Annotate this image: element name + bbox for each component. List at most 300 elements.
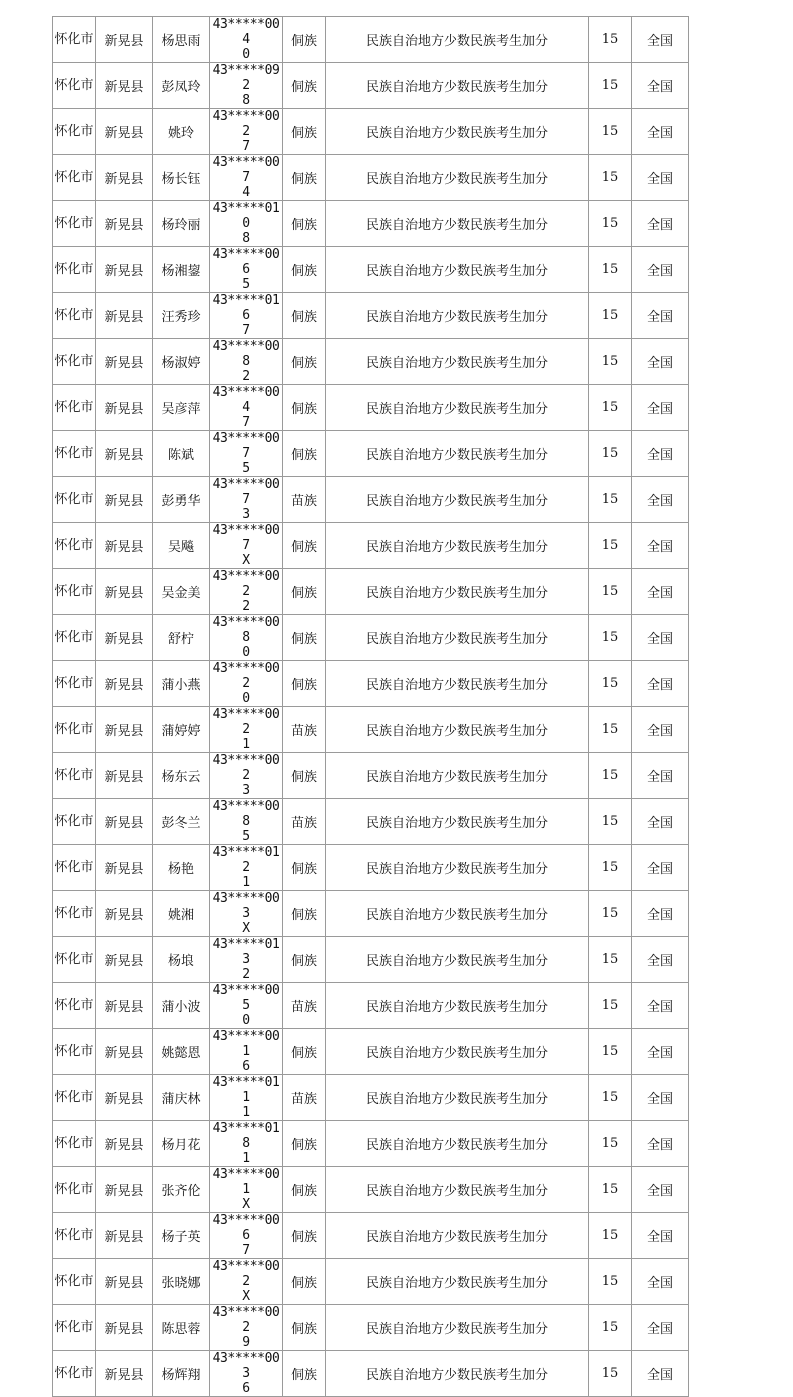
id-number-line1: 43*****001 xyxy=(212,1029,280,1059)
city-cell xyxy=(53,477,96,523)
id-number-cell xyxy=(210,845,283,891)
id-number-line1: 43*****006 xyxy=(212,1213,280,1243)
ethnicity-cell: 侗族 xyxy=(283,1121,326,1167)
city-text: 怀化市 xyxy=(54,1319,94,1335)
id-number-line2: X xyxy=(242,1289,250,1304)
bonus-scope-cell: 全国 xyxy=(632,1259,689,1305)
id-number-line1: 43*****018 xyxy=(212,1121,280,1151)
city-cell xyxy=(53,109,96,155)
city-cell xyxy=(53,1305,96,1351)
city-text: 怀化市 xyxy=(54,1365,94,1381)
id-number-line1: 43*****016 xyxy=(212,293,280,323)
id-number-line1: 43*****012 xyxy=(212,845,280,875)
id-number-line2: 7 xyxy=(242,323,250,338)
id-number-line1: 43*****002 xyxy=(212,109,280,139)
ethnicity-cell: 侗族 xyxy=(283,937,326,983)
bonus-score-cell: 15 xyxy=(589,799,632,845)
ethnicity-cell: 苗族 xyxy=(283,707,326,753)
bonus-reason-cell: 民族自治地方少数民族考生加分 xyxy=(326,891,589,937)
table-row xyxy=(53,891,689,937)
id-number-cell xyxy=(210,17,283,63)
ethnicity-cell: 侗族 xyxy=(283,569,326,615)
county-cell: 新晃县 xyxy=(96,1029,153,1075)
bonus-reason-cell: 民族自治地方少数民族考生加分 xyxy=(326,799,589,845)
table-row xyxy=(53,1305,689,1351)
name-cell: 姚湘 xyxy=(153,891,210,937)
bonus-reason-cell: 民族自治地方少数民族考生加分 xyxy=(326,385,589,431)
city-cell xyxy=(53,1121,96,1167)
id-number-cell xyxy=(210,707,283,753)
table-body xyxy=(53,17,689,1397)
id-number-line2: 8 xyxy=(242,93,250,108)
id-number-line2: 8 xyxy=(242,231,250,246)
bonus-score-cell: 15 xyxy=(589,385,632,431)
bonus-scope-cell: 全国 xyxy=(632,293,689,339)
city-cell xyxy=(53,615,96,661)
id-number-line2: 1 xyxy=(242,1151,250,1166)
id-number-line2: 0 xyxy=(242,645,250,660)
bonus-score-cell: 15 xyxy=(589,983,632,1029)
name-cell: 杨玲丽 xyxy=(153,201,210,247)
bonus-score-cell: 15 xyxy=(589,17,632,63)
table-row xyxy=(53,661,689,707)
id-number-line1: 43*****010 xyxy=(212,201,280,231)
name-cell: 彭冬兰 xyxy=(153,799,210,845)
table-row xyxy=(53,477,689,523)
id-number-line1: 43*****002 xyxy=(212,1259,280,1289)
name-cell: 杨月花 xyxy=(153,1121,210,1167)
id-number-cell xyxy=(210,891,283,937)
name-cell: 杨思雨 xyxy=(153,17,210,63)
bonus-reason-cell: 民族自治地方少数民族考生加分 xyxy=(326,1075,589,1121)
table-row xyxy=(53,1075,689,1121)
county-cell: 新晃县 xyxy=(96,1259,153,1305)
table-row xyxy=(53,569,689,615)
bonus-scope-cell: 全国 xyxy=(632,339,689,385)
bonus-scope-cell: 全国 xyxy=(632,1167,689,1213)
city-text: 怀化市 xyxy=(54,583,94,599)
bonus-scope-cell: 全国 xyxy=(632,63,689,109)
id-number-line1: 43*****006 xyxy=(212,247,280,277)
id-number-cell xyxy=(210,431,283,477)
county-cell: 新晃县 xyxy=(96,201,153,247)
id-number-line1: 43*****002 xyxy=(212,753,280,783)
id-number-cell xyxy=(210,615,283,661)
city-cell xyxy=(53,155,96,201)
bonus-reason-cell: 民族自治地方少数民族考生加分 xyxy=(326,615,589,661)
city-cell xyxy=(53,247,96,293)
city-cell xyxy=(53,1259,96,1305)
id-number-cell xyxy=(210,1075,283,1121)
ethnicity-cell: 苗族 xyxy=(283,983,326,1029)
table-row xyxy=(53,1259,689,1305)
bonus-reason-cell: 民族自治地方少数民族考生加分 xyxy=(326,247,589,293)
bonus-reason-cell: 民族自治地方少数民族考生加分 xyxy=(326,1259,589,1305)
table-row xyxy=(53,63,689,109)
ethnicity-cell: 侗族 xyxy=(283,891,326,937)
id-number-line1: 43*****004 xyxy=(212,385,280,415)
table-row xyxy=(53,1213,689,1259)
bonus-scope-cell: 全国 xyxy=(632,707,689,753)
id-number-line1: 43*****007 xyxy=(212,523,280,553)
bonus-score-cell: 15 xyxy=(589,845,632,891)
id-number-line2: 2 xyxy=(242,369,250,384)
name-cell: 杨长钰 xyxy=(153,155,210,201)
bonus-score-cell: 15 xyxy=(589,753,632,799)
bonus-scope-cell: 全国 xyxy=(632,1213,689,1259)
city-text: 怀化市 xyxy=(54,951,94,967)
bonus-scope-cell: 全国 xyxy=(632,155,689,201)
city-text: 怀化市 xyxy=(54,491,94,507)
city-cell xyxy=(53,799,96,845)
county-cell: 新晃县 xyxy=(96,109,153,155)
id-number-line1: 43*****013 xyxy=(212,937,280,967)
city-text: 怀化市 xyxy=(54,1273,94,1289)
bonus-score-cell: 15 xyxy=(589,1213,632,1259)
table-row xyxy=(53,247,689,293)
id-number-line2: 7 xyxy=(242,415,250,430)
city-cell xyxy=(53,339,96,385)
id-number-line1: 43*****007 xyxy=(212,431,280,461)
county-cell: 新晃县 xyxy=(96,17,153,63)
bonus-score-cell: 15 xyxy=(589,1305,632,1351)
id-number-line1: 43*****008 xyxy=(212,799,280,829)
name-cell: 杨东云 xyxy=(153,753,210,799)
id-number-cell xyxy=(210,385,283,431)
bonus-score-cell: 15 xyxy=(589,1075,632,1121)
bonus-reason-cell: 民族自治地方少数民族考生加分 xyxy=(326,569,589,615)
city-cell xyxy=(53,753,96,799)
city-cell xyxy=(53,569,96,615)
city-cell xyxy=(53,845,96,891)
city-cell xyxy=(53,707,96,753)
ethnicity-cell: 侗族 xyxy=(283,247,326,293)
bonus-reason-cell: 民族自治地方少数民族考生加分 xyxy=(326,1167,589,1213)
table-row xyxy=(53,983,689,1029)
id-number-line1: 43*****008 xyxy=(212,615,280,645)
table-row xyxy=(53,201,689,247)
bonus-reason-cell: 民族自治地方少数民族考生加分 xyxy=(326,1305,589,1351)
name-cell: 蒲婷婷 xyxy=(153,707,210,753)
id-number-cell xyxy=(210,753,283,799)
bonus-score-cell: 15 xyxy=(589,523,632,569)
city-text: 怀化市 xyxy=(54,767,94,783)
ethnicity-cell: 侗族 xyxy=(283,1167,326,1213)
ethnicity-cell: 侗族 xyxy=(283,615,326,661)
city-text: 怀化市 xyxy=(54,1181,94,1197)
city-cell xyxy=(53,1213,96,1259)
id-number-line1: 43*****002 xyxy=(212,707,280,737)
ethnicity-cell: 侗族 xyxy=(283,339,326,385)
city-text: 怀化市 xyxy=(54,721,94,737)
county-cell: 新晃县 xyxy=(96,477,153,523)
id-number-line1: 43*****007 xyxy=(212,477,280,507)
bonus-score-cell: 15 xyxy=(589,109,632,155)
name-cell: 彭凤玲 xyxy=(153,63,210,109)
city-text: 怀化市 xyxy=(54,905,94,921)
bonus-scope-cell: 全国 xyxy=(632,385,689,431)
city-text: 怀化市 xyxy=(54,307,94,323)
id-number-line2: X xyxy=(242,1197,250,1212)
bonus-scope-cell: 全国 xyxy=(632,1029,689,1075)
bonus-scope-cell: 全国 xyxy=(632,17,689,63)
bonus-score-cell: 15 xyxy=(589,247,632,293)
id-number-line2: 0 xyxy=(242,691,250,706)
bonus-reason-cell: 民族自治地方少数民族考生加分 xyxy=(326,155,589,201)
id-number-cell xyxy=(210,155,283,201)
id-number-line2: 2 xyxy=(242,599,250,614)
county-cell: 新晃县 xyxy=(96,937,153,983)
id-number-cell xyxy=(210,1213,283,1259)
bonus-scope-cell: 全国 xyxy=(632,661,689,707)
city-text: 怀化市 xyxy=(54,629,94,645)
table-row xyxy=(53,1029,689,1075)
id-number-line1: 43*****002 xyxy=(212,661,280,691)
name-cell: 张晓娜 xyxy=(153,1259,210,1305)
city-text: 怀化市 xyxy=(54,353,94,369)
table-row xyxy=(53,615,689,661)
city-text: 怀化市 xyxy=(54,675,94,691)
city-text: 怀化市 xyxy=(54,215,94,231)
city-cell xyxy=(53,293,96,339)
name-cell: 汪秀珍 xyxy=(153,293,210,339)
id-number-line2: 1 xyxy=(242,737,250,752)
id-number-line2: 1 xyxy=(242,1105,250,1120)
id-number-line1: 43*****002 xyxy=(212,1305,280,1335)
city-cell xyxy=(53,1029,96,1075)
name-cell: 吴彦萍 xyxy=(153,385,210,431)
county-cell: 新晃县 xyxy=(96,339,153,385)
bonus-reason-cell: 民族自治地方少数民族考生加分 xyxy=(326,201,589,247)
id-number-cell xyxy=(210,1121,283,1167)
ethnicity-cell: 苗族 xyxy=(283,1075,326,1121)
county-cell: 新晃县 xyxy=(96,1167,153,1213)
bonus-scope-cell: 全国 xyxy=(632,201,689,247)
bonus-score-cell: 15 xyxy=(589,1167,632,1213)
table-row xyxy=(53,1351,689,1397)
id-number-line2: 3 xyxy=(242,507,250,522)
name-cell: 蒲庆林 xyxy=(153,1075,210,1121)
id-number-line2: 5 xyxy=(242,461,250,476)
name-cell: 彭勇华 xyxy=(153,477,210,523)
table-row xyxy=(53,753,689,799)
id-number-line1: 43*****092 xyxy=(212,63,280,93)
ethnicity-cell: 侗族 xyxy=(283,63,326,109)
ethnicity-cell: 侗族 xyxy=(283,1305,326,1351)
id-number-line1: 43*****002 xyxy=(212,569,280,599)
name-cell: 舒柠 xyxy=(153,615,210,661)
city-text: 怀化市 xyxy=(54,1089,94,1105)
county-cell: 新晃县 xyxy=(96,1351,153,1397)
id-number-line2: 7 xyxy=(242,139,250,154)
ethnicity-cell: 侗族 xyxy=(283,293,326,339)
bonus-score-cell: 15 xyxy=(589,293,632,339)
bonus-scope-cell: 全国 xyxy=(632,109,689,155)
ethnicity-cell: 侗族 xyxy=(283,845,326,891)
id-number-cell xyxy=(210,109,283,155)
id-number-line1: 43*****007 xyxy=(212,155,280,185)
bonus-score-cell: 15 xyxy=(589,707,632,753)
city-cell xyxy=(53,523,96,569)
bonus-scope-cell: 全国 xyxy=(632,799,689,845)
bonus-scope-cell: 全国 xyxy=(632,891,689,937)
table-row xyxy=(53,799,689,845)
name-cell: 蒲小燕 xyxy=(153,661,210,707)
table-row xyxy=(53,385,689,431)
county-cell: 新晃县 xyxy=(96,799,153,845)
id-number-cell xyxy=(210,523,283,569)
bonus-reason-cell: 民族自治地方少数民族考生加分 xyxy=(326,753,589,799)
city-cell xyxy=(53,983,96,1029)
city-cell xyxy=(53,1075,96,1121)
bonus-reason-cell: 民族自治地方少数民族考生加分 xyxy=(326,845,589,891)
bonus-reason-cell: 民族自治地方少数民族考生加分 xyxy=(326,293,589,339)
id-number-line1: 43*****005 xyxy=(212,983,280,1013)
bonus-scope-cell: 全国 xyxy=(632,1305,689,1351)
name-cell: 陈斌 xyxy=(153,431,210,477)
city-text: 怀化市 xyxy=(54,813,94,829)
name-cell: 杨艳 xyxy=(153,845,210,891)
name-cell: 杨埌 xyxy=(153,937,210,983)
bonus-score-cell: 15 xyxy=(589,1121,632,1167)
ethnicity-cell: 侗族 xyxy=(283,661,326,707)
id-number-cell xyxy=(210,247,283,293)
ethnicity-cell: 侗族 xyxy=(283,1029,326,1075)
city-text: 怀化市 xyxy=(54,1227,94,1243)
city-text: 怀化市 xyxy=(54,31,94,47)
bonus-score-cell: 15 xyxy=(589,339,632,385)
id-number-cell xyxy=(210,1305,283,1351)
bonus-scope-cell: 全国 xyxy=(632,1075,689,1121)
bonus-reason-cell: 民族自治地方少数民族考生加分 xyxy=(326,707,589,753)
ethnicity-cell: 侗族 xyxy=(283,385,326,431)
id-number-cell xyxy=(210,1259,283,1305)
id-number-line2: 3 xyxy=(242,783,250,798)
ethnicity-cell: 侗族 xyxy=(283,155,326,201)
id-number-cell xyxy=(210,661,283,707)
bonus-scope-cell: 全国 xyxy=(632,753,689,799)
table-row xyxy=(53,707,689,753)
table-row xyxy=(53,523,689,569)
id-number-line2: 1 xyxy=(242,875,250,890)
county-cell: 新晃县 xyxy=(96,615,153,661)
id-number-line2: 6 xyxy=(242,1059,250,1074)
bonus-score-cell: 15 xyxy=(589,201,632,247)
id-number-cell xyxy=(210,569,283,615)
id-number-line2: 9 xyxy=(242,1335,250,1350)
id-number-line2: 2 xyxy=(242,967,250,982)
table-row xyxy=(53,109,689,155)
bonus-points-table xyxy=(52,16,689,1397)
name-cell: 姚懿恩 xyxy=(153,1029,210,1075)
name-cell: 杨湘鋆 xyxy=(153,247,210,293)
id-number-cell xyxy=(210,799,283,845)
id-number-line2: 5 xyxy=(242,277,250,292)
table-row xyxy=(53,155,689,201)
city-text: 怀化市 xyxy=(54,1135,94,1151)
bonus-scope-cell: 全国 xyxy=(632,523,689,569)
name-cell: 吴金美 xyxy=(153,569,210,615)
id-number-cell xyxy=(210,1029,283,1075)
id-number-cell xyxy=(210,293,283,339)
city-text: 怀化市 xyxy=(54,77,94,93)
id-number-cell xyxy=(210,339,283,385)
city-text: 怀化市 xyxy=(54,537,94,553)
bonus-score-cell: 15 xyxy=(589,661,632,707)
city-cell xyxy=(53,385,96,431)
name-cell: 张齐伦 xyxy=(153,1167,210,1213)
county-cell: 新晃县 xyxy=(96,63,153,109)
city-text: 怀化市 xyxy=(54,1043,94,1059)
bonus-scope-cell: 全国 xyxy=(632,845,689,891)
id-number-cell xyxy=(210,1167,283,1213)
city-cell xyxy=(53,1167,96,1213)
bonus-reason-cell: 民族自治地方少数民族考生加分 xyxy=(326,431,589,477)
bonus-reason-cell: 民族自治地方少数民族考生加分 xyxy=(326,523,589,569)
bonus-score-cell: 15 xyxy=(589,1351,632,1397)
id-number-line1: 43*****001 xyxy=(212,1167,280,1197)
id-number-line2: X xyxy=(242,921,250,936)
bonus-scope-cell: 全国 xyxy=(632,247,689,293)
city-text: 怀化市 xyxy=(54,123,94,139)
county-cell: 新晃县 xyxy=(96,1305,153,1351)
county-cell: 新晃县 xyxy=(96,707,153,753)
bonus-reason-cell: 民族自治地方少数民族考生加分 xyxy=(326,63,589,109)
city-cell xyxy=(53,431,96,477)
ethnicity-cell: 侗族 xyxy=(283,431,326,477)
bonus-scope-cell: 全国 xyxy=(632,983,689,1029)
bonus-scope-cell: 全国 xyxy=(632,477,689,523)
bonus-score-cell: 15 xyxy=(589,431,632,477)
table-row xyxy=(53,1121,689,1167)
county-cell: 新晃县 xyxy=(96,293,153,339)
ethnicity-cell: 侗族 xyxy=(283,1213,326,1259)
bonus-scope-cell: 全国 xyxy=(632,1121,689,1167)
county-cell: 新晃县 xyxy=(96,845,153,891)
city-text: 怀化市 xyxy=(54,997,94,1013)
county-cell: 新晃县 xyxy=(96,1213,153,1259)
bonus-reason-cell: 民族自治地方少数民族考生加分 xyxy=(326,661,589,707)
ethnicity-cell: 侗族 xyxy=(283,109,326,155)
city-text: 怀化市 xyxy=(54,261,94,277)
bonus-scope-cell: 全国 xyxy=(632,569,689,615)
bonus-score-cell: 15 xyxy=(589,63,632,109)
ethnicity-cell: 苗族 xyxy=(283,477,326,523)
city-cell xyxy=(53,937,96,983)
bonus-score-cell: 15 xyxy=(589,1029,632,1075)
county-cell: 新晃县 xyxy=(96,1121,153,1167)
county-cell: 新晃县 xyxy=(96,385,153,431)
bonus-reason-cell: 民族自治地方少数民族考生加分 xyxy=(326,17,589,63)
id-number-line2: 0 xyxy=(242,1013,250,1028)
id-number-line1: 43*****004 xyxy=(212,17,280,47)
county-cell: 新晃县 xyxy=(96,523,153,569)
id-number-cell xyxy=(210,477,283,523)
bonus-score-cell: 15 xyxy=(589,615,632,661)
county-cell: 新晃县 xyxy=(96,431,153,477)
bonus-scope-cell: 全国 xyxy=(632,431,689,477)
table-row xyxy=(53,937,689,983)
county-cell: 新晃县 xyxy=(96,891,153,937)
table-row xyxy=(53,17,689,63)
name-cell: 杨辉翔 xyxy=(153,1351,210,1397)
ethnicity-cell: 侗族 xyxy=(283,523,326,569)
city-cell xyxy=(53,63,96,109)
county-cell: 新晃县 xyxy=(96,983,153,1029)
id-number-cell xyxy=(210,937,283,983)
id-number-line2: X xyxy=(242,553,250,568)
bonus-reason-cell: 民族自治地方少数民族考生加分 xyxy=(326,937,589,983)
